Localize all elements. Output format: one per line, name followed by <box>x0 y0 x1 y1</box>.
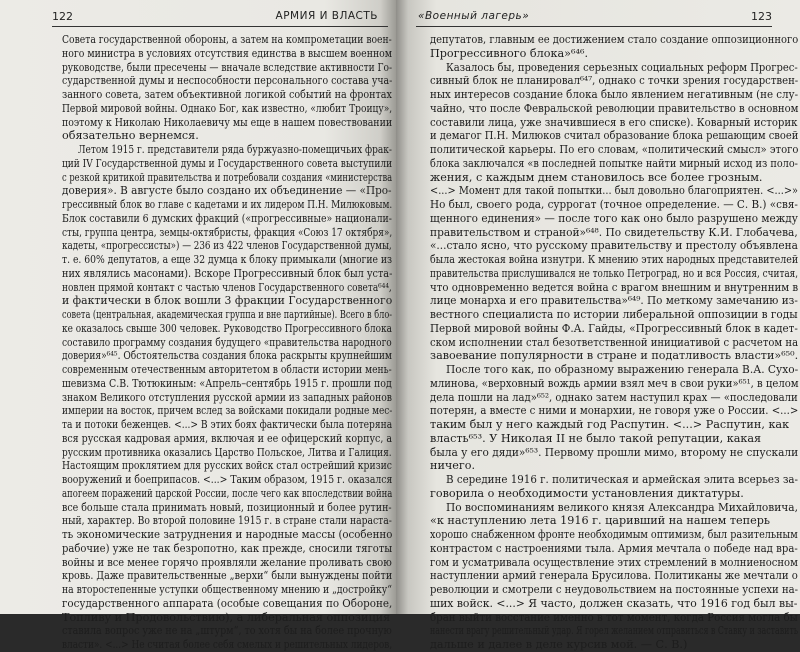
text-line: войны и все менее горячо проявляли желание проливать свою <box>62 555 392 569</box>
text-line: Но был, своего рода, суррогат (точное определение. — С. В.) «свя- <box>430 198 798 211</box>
text-line: млинова, «верховный вождь армии взял меч в свои руки»⁶⁵¹, в целом <box>430 376 799 390</box>
right-page-text <box>430 33 798 652</box>
text-line: обязательно вернемся. <box>62 129 199 143</box>
text-line: ничего. <box>430 459 476 473</box>
text-line: Настоящим проклятием для русских войск стал острейший кризис <box>62 459 392 473</box>
text-line: сударственной думы и неспособности персонального состава уча- <box>62 74 393 88</box>
text-line: вестного специалиста по истории либеральной оппозиции в годы <box>430 308 798 321</box>
text-line: бран выйти восстание именно в тот момент, когда Россия могла бы <box>430 610 798 624</box>
text-line: них являлись масонами). Вскоре Прогрессивный блок был уста- <box>62 266 393 280</box>
text-line: чайно, что после Февральской революции правительство в основном <box>430 101 799 115</box>
text-line: вся русская кадровая армия, включая и ее офицерский корпус, а <box>62 431 393 445</box>
text-line: совета (центральная, академическая группа и вне партийные). Всего в бло- <box>62 308 393 321</box>
text-line: правительством и страной»⁶⁴⁸. По свидетельству К.И. Глобачева, <box>430 225 798 239</box>
text-line: ке оказалось свыше 300 человек. Руководство Прогрессивного блока <box>62 321 392 335</box>
text-line: руководстве, были пресечены — вначале вследствие активности Го- <box>62 60 393 74</box>
text-line: ций IV Государственной думы и Государственного совета выступили <box>62 156 393 170</box>
page-number: 123 <box>751 10 772 23</box>
text-line: рабочие) уже не так безропотно, как прежде, сносили тяготы <box>62 541 393 555</box>
text-line: Совета государственной обороны, а затем на компрометации воен- <box>62 33 392 46</box>
text-line: ставила вопрос уже не на „штурм“, то хотя бы на более прочную <box>62 624 392 638</box>
text-line: апогеем поражений царской России, после чего как впоследствии война <box>62 486 393 500</box>
text-line: революции и смотрели с неудовольствием на постоянные успехи на- <box>430 583 799 596</box>
text-line: ших войск. <...> Я часто, должен сказать, что 1916 год был вы- <box>430 596 798 610</box>
text-line: и демагог П.Н. Милюков считал образование блока решающим своей <box>430 129 799 143</box>
text-line: составили лица, уже значившиеся в его списке). Коварный историк <box>430 115 798 129</box>
text-line: ного министра в условиях отсутствия единства в высшем военном <box>62 46 393 60</box>
text-line: ть экономические затруднения и народные массы (особенно <box>62 528 393 541</box>
text-line: сивный блок не планировал⁶⁴⁷, однако с точки зрения государствен- <box>430 74 799 88</box>
text-line: Летом 1915 г. представители ряда буржуазно-помещичьих фрак- <box>78 143 392 156</box>
text-line: жения, с каждым днем становилось все более грозным. <box>430 170 763 184</box>
text-line: вооружений и боеприпасов. <...> Таким образом, 1915 г. оказался <box>62 473 393 486</box>
text-line: Прогрессивного блока»⁶⁴⁶. <box>430 46 589 60</box>
text-line: дела пошли на лад»⁶⁵², однако затем наступил крах — «последовали <box>430 390 798 404</box>
text-line: поэтому к Николаю Николаевичу мы еще в нашем повествовании <box>62 115 393 129</box>
text-line: В середине 1916 г. политическая и армейская элита всерьез за- <box>446 473 799 486</box>
text-line: современным отечественным авторитетом в области истории мень- <box>62 363 392 376</box>
text-line: власть⁶⁵³. У Николая II не было такой репутации, какая <box>430 431 762 445</box>
text-line: завоевание популярности в стране и податливость власти»⁶⁵⁰. <box>430 349 799 363</box>
text-line: Топливу и Продовольствию), а либеральная оппозиция <box>62 610 391 624</box>
text-line: щенного единения» — после того как оно было разрушено между <box>430 211 798 225</box>
text-line: правительства прислушивался не только Петроград, но и вся Россия, считая, <box>430 266 799 280</box>
text-line: та и потоки беженцев. <...> В этих боях фактически была потеряна <box>62 418 393 431</box>
left-page-text <box>62 33 392 652</box>
text-line: После того как, по образному выражению генерала В.А. Сухо- <box>446 363 799 376</box>
text-line: что одновременно ведется война с врагом внешним и внутренним в <box>430 280 799 294</box>
text-line: контрастом с настроениями тыла. Армия мечтала о победе над вра- <box>430 541 798 555</box>
text-line: кровь. Даже правительственные „верхи“ были вынуждены пойти <box>62 569 393 583</box>
text-line: доверия»⁶⁴⁵. Обстоятельства создания блока раскрыты крупнейшим <box>62 349 392 363</box>
text-line: с резкой критикой правительства и потребовали создания «министерства <box>62 170 393 184</box>
left-page-header <box>52 10 388 27</box>
text-line: блока заключался «в последней попытке найти мирный исход из поло- <box>430 156 798 170</box>
text-line: хорошо снабженном фронте необходимым оптимизм, был разительным <box>430 528 798 541</box>
text-line: Казалось бы, проведения серьезных социальных реформ Прогрес- <box>446 60 798 74</box>
text-line: государственного аппарата (особые совещания по Обороне, <box>62 596 393 610</box>
text-line: наступлении армий генерала Брусилова. Политиканы же мечтали о <box>430 569 798 583</box>
text-line: грессивный блок во главе с кадетами и их лидером П.Н. Милюковым. <box>62 198 393 211</box>
text-line: таким был у него каждый год Распутин. <...> Распутин, как <box>430 418 790 431</box>
text-line: и фактически в блок вошли 3 фракции Государственного <box>62 294 393 308</box>
text-line: «...стало ясно, что русскому правительству и престолу объявлена <box>430 239 798 253</box>
left-page <box>0 0 396 651</box>
text-line: новлен прямой контакт с частью членов Государственного совета⁶⁴⁴, <box>62 280 392 294</box>
text-line: потерян, а вместе с ними и монархии, не говоря уже о России. <...> <box>430 404 799 418</box>
running-title: «Военный лагерь» <box>418 10 530 22</box>
text-line: говорила о необходимости установления диктатуры. <box>430 486 744 500</box>
text-line: дальше и далее в деле курсив мой. — С. В.) <box>430 638 688 651</box>
text-line: т. е. 60% депутатов, а еще 32 думца к блоку примыкали (многие из <box>62 253 393 266</box>
text-line: ском исполнении стал безответственной инициативой с расчетом на <box>430 335 799 349</box>
text-line: знаком Великого отступления русской армии из западных районов <box>62 390 392 404</box>
running-title: АРМИЯ И ВЛАСТЬ <box>275 10 378 22</box>
text-line: ных интересов создание блока было явлением негативным (не слу- <box>430 88 799 101</box>
text-line: <...> Момент для такой попытки... был довольно благоприятен. <...>» <box>430 184 799 198</box>
text-line: гом и усматривала осуществление этих стремлений в молниеносном <box>430 555 798 569</box>
right-page-header <box>416 10 772 27</box>
text-line: сты, группа центра, земцы-октябристы, фракция «Союз 17 октября», <box>62 225 393 239</box>
text-line: Первой мировой войны Ф.А. Гайды, «Прогрессивный блок в кадет- <box>430 321 798 335</box>
text-line: Блок составили 6 думских фракций («прогрессивные» национали- <box>62 211 392 225</box>
text-line: кадеты, «прогрессисты») — 236 из 422 членов Государственной думы, <box>62 239 392 253</box>
text-line: власти». <...> Не считая более себя смелых и решительных лидеров, <box>62 638 393 651</box>
text-line: лице монарха и его правительства»⁶⁴⁹. По меткому замечанию из- <box>430 294 798 308</box>
text-line: империи на восток, причем вслед за войсками покидали родные мес- <box>62 404 393 418</box>
text-line: нанести врагу решительный удар. Я горел желанием отправиться в Ставку и заставить <box>430 624 799 638</box>
text-line: была жестокая война изнутри. К мнению этих народных представителей <box>430 253 799 266</box>
text-line: «к наступлению лета 1916 г. царивший на нашем теперь <box>430 514 770 528</box>
text-line: политической карьеры. По его словам, «политический смысл» этого <box>430 143 799 156</box>
text-line: депутатов, главным ее достижением стало создание оппозиционного <box>430 33 799 46</box>
text-line: ный, характер. Во второй половине 1915 г. в стране стали нараста- <box>62 514 392 528</box>
page-number: 122 <box>52 10 73 23</box>
text-line: занного совета, затем объективной логикой событий на фронтах <box>62 88 392 101</box>
text-line: составило программу создания будущего «правительства народного <box>62 335 392 349</box>
right-page <box>396 0 800 651</box>
text-line: По воспоминаниям великого князя Александра Михайловича, <box>446 500 798 514</box>
text-line: русским противника оказались Царство Польское, Литва и Галиция. <box>62 445 392 459</box>
text-line: все больше стала принимать новый, позиционный и более рутин- <box>62 500 392 514</box>
text-line: на второстепенные уступки общественному мнению и „достройку“ <box>62 583 392 596</box>
text-line: шевизма С.В. Тютюкиным: «Апрель–сентябрь 1915 г. прошли под <box>62 376 392 390</box>
text-line: Первой мировой войны. Однако Бог, как известно, «любит Троицу», <box>62 101 393 115</box>
text-line: доверия». В августе было создано их объединение — «Про- <box>62 184 392 198</box>
text-line: была у его дяди»⁶⁵³. Первому прошли мимо, второму не спускали <box>430 445 799 459</box>
